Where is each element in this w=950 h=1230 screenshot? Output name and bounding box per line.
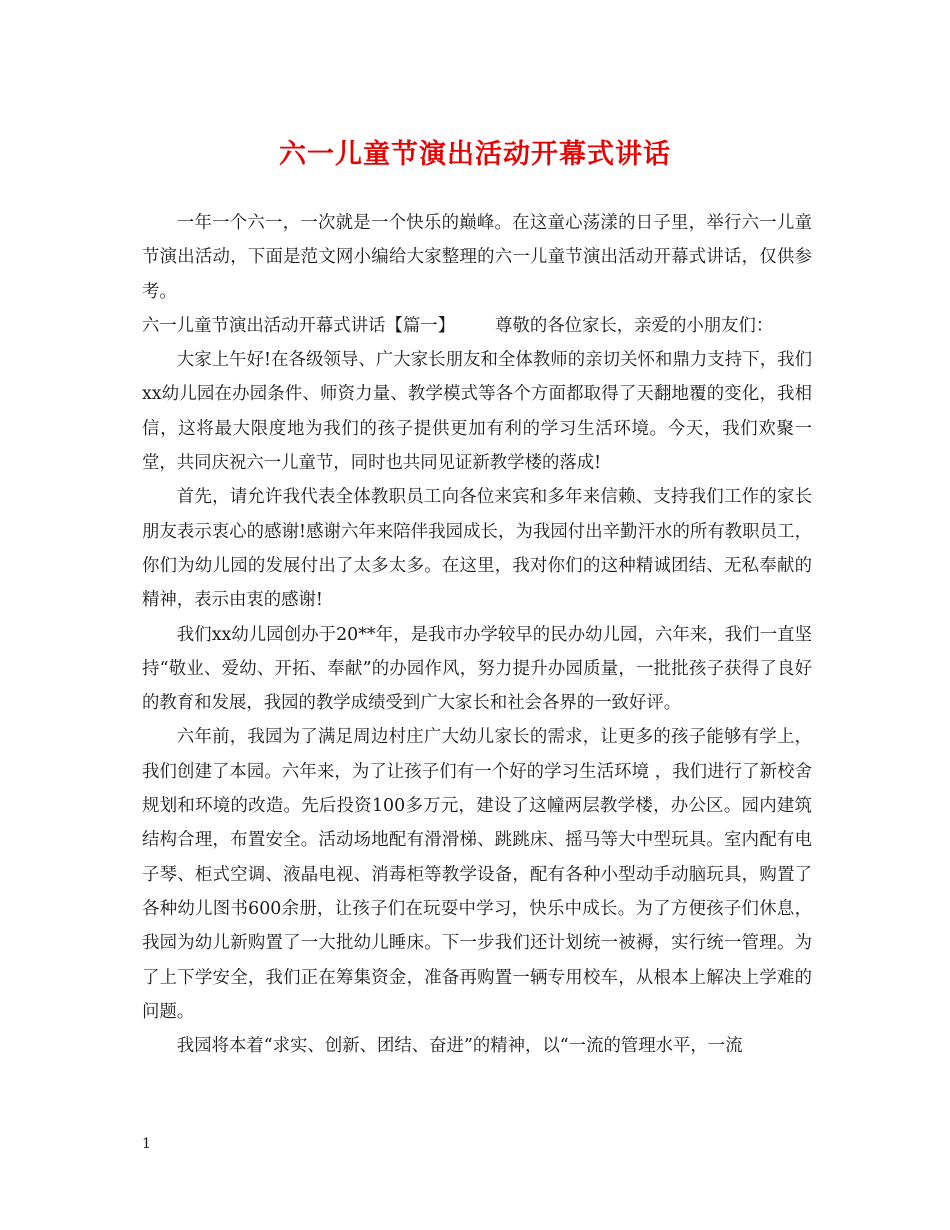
intro-paragraph: 一年一个六一，一次就是一个快乐的巅峰。在这童心荡漾的日子里，举行六一儿童节演出活动，下面是范文网小编给大家整理的六一儿童节演出活动开幕式讲话，仅供参考。 (142, 213, 812, 302)
section-heading: 六一儿童节演出活动开幕式讲话【篇一】 (142, 315, 456, 336)
body-paragraph-3: 我们xx幼儿园创办于20**年，是我市办学较早的民办幼儿园，六年来，我们一直坚持“敬业、爱幼、开拓、奉献”的办园作风，努力提升办园质量，一批批孩子获得了良好的教育和发展，我园的教学成绩受到广大家长和社会各界的一致好评。 (142, 624, 812, 714)
body-paragraph-5: 我园将本着“求实、创新、团结、奋进”的精神，以“一流的管理水平，一流 (176, 1036, 743, 1057)
page-title: 六一儿童节演出活动开幕式讲话 (279, 139, 671, 170)
page-number: 1 (142, 1136, 151, 1152)
body-paragraph-4: 六年前，我园为了满足周边村庄广大幼儿家长的需求，让更多的孩子能够有学上，我们创建了本园。六年来，为了让孩子们有一个好的学习生活环境 ，我们进行了新校舍规划和环境的改造。先后投资100多万元，建设了这幢两层教学楼，办公区。园内建筑结构合理，布置安全。活动场地配有滑滑梯、跳跳床、摇马等大中型玩具。室内配有电子琴、柜式空调、液晶电视、消毒柜等教学设备，配有各种小型动手动脑玩具，购置了各种幼儿图书600余册，让孩子们在玩耍中学习，快乐中成长。为了方便孩子们休息，我园为幼儿新购置了一大批幼儿睡床。下一步我们还计划统一被褥，实行统一管理。为了上下学安全，我们正在筹集资金，准备再购置一辆专用校车，从根本上解决上学难的问题。 (142, 727, 812, 1022)
body-paragraph-1: 大家上午好!在各级领导、广大家长朋友和全体教师的亲切关怀和鼎力支持下，我们xx幼儿园在办园条件、师资力量、教学模式等各个方面都取得了天翻地覆的变化，我相信，这将最大限度地为我们的孩子提供更加有利的学习生活环境。今天，我们欢聚一堂，共同庆祝六一儿童节，同时也共同见证新教学楼的落成! (142, 350, 812, 474)
document-body (142, 206, 812, 1063)
salutation: 尊敬的各位家长，亲爱的小朋友们： (495, 315, 774, 336)
body-paragraph-2: 首先，请允许我代表全体教职员工向各位来宾和多年来信赖、支持我们工作的家长朋友表示衷心的感谢!感谢六年来陪伴我园成长，为我园付出辛勤汗水的所有教职员工，你们为幼儿园的发展付出了太多太多。在这里，我对你们的这种精诚团结、无私奉献的精神，表示由衷的感谢! (142, 487, 812, 611)
section-heading-line (142, 309, 812, 343)
